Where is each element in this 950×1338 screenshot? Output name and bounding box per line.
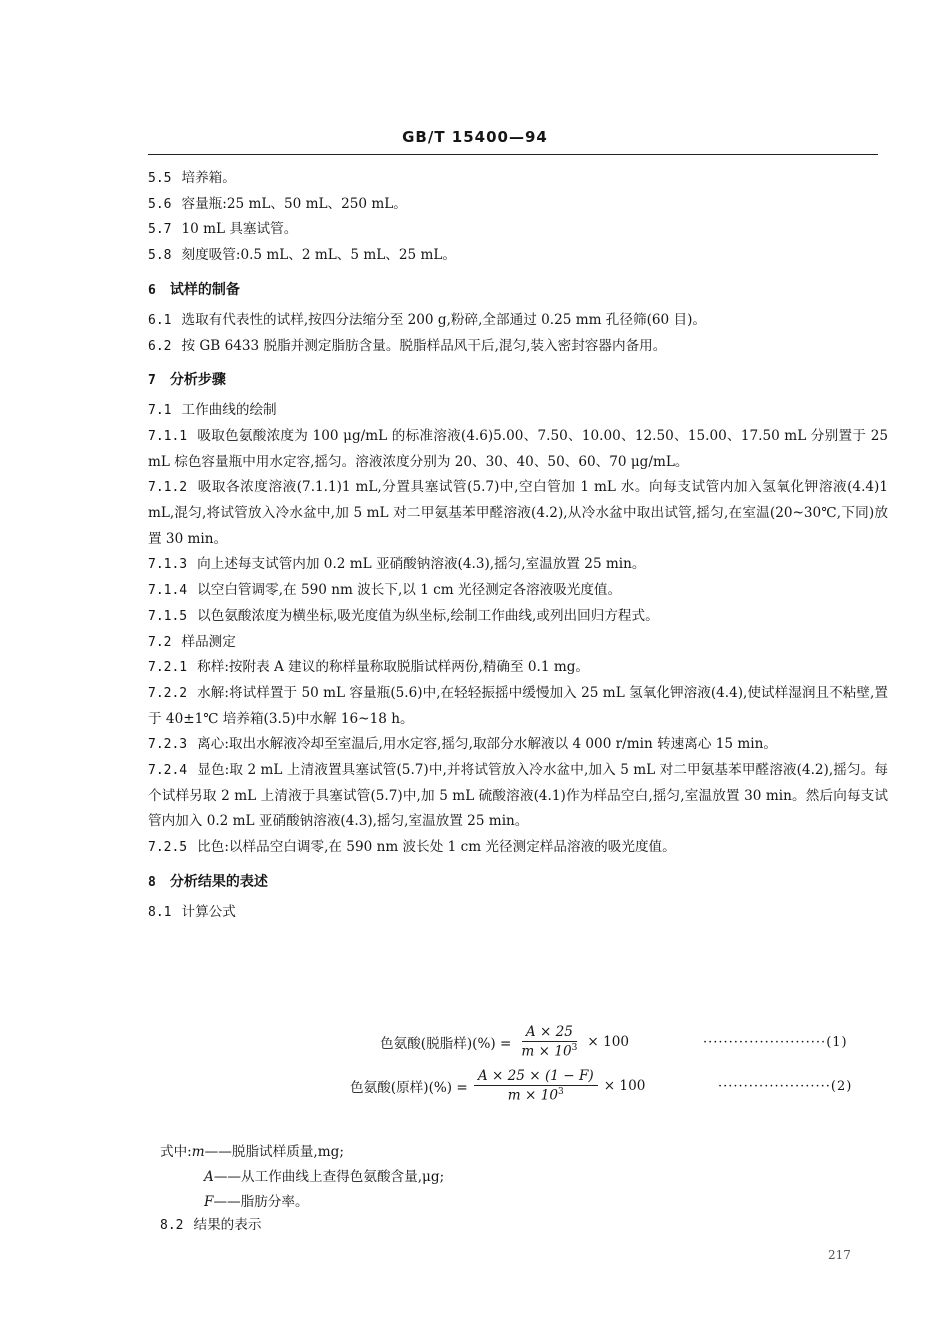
item-number: 7.2.3 xyxy=(148,737,188,753)
formula-1-leader: ························(1) xyxy=(703,1035,848,1050)
item-number: 7.1 xyxy=(148,403,172,419)
formula-tail: × 100 xyxy=(587,1033,630,1050)
paragraph xyxy=(148,681,888,732)
section-number: 7 xyxy=(148,373,156,389)
formula-denominator: $m \times 10^3$ xyxy=(521,1043,578,1060)
item-text: 计算公式 xyxy=(181,903,236,920)
variable-row xyxy=(160,1190,444,1215)
paragraph xyxy=(148,655,888,681)
formula-1 xyxy=(380,1024,629,1060)
item-text: 结果的表示 xyxy=(193,1217,262,1233)
formula-lhs: 色氨酸(脱脂样)(%) = xyxy=(380,1035,512,1052)
item-text: 吸取各浓度溶液(7.1.1)1 mL,分置具塞试管(5.7)中,空白管加 1 mL 水。向每支试管内加入氢氧化钾溶液(4.4)1 mL,混匀,将试管放入冷水盆中,加 5 mL 对二甲氨基苯甲醛溶液(4.2),从冷水盆中取出试管,摇匀,在室温(20~30℃,下同)放置 30 min。 xyxy=(148,479,888,547)
subsection-heading xyxy=(148,398,888,424)
paragraph xyxy=(148,835,888,861)
formula-2 xyxy=(350,1068,645,1104)
paragraph xyxy=(148,604,888,630)
item-text: 按 GB 6433 脱脂并测定脂肪含量。脱脂样品风干后,混匀,装入密封容器内备用。 xyxy=(181,337,667,354)
formula-fraction xyxy=(517,1024,581,1060)
item-number: 7.1.1 xyxy=(148,428,188,444)
subsection-heading xyxy=(160,1213,261,1239)
item-number: 5.6 xyxy=(148,196,172,212)
page-number: 217 xyxy=(828,1248,851,1262)
item-number: 7.1.3 xyxy=(148,557,188,573)
formula-numerator: A × 25 xyxy=(522,1024,577,1042)
formula-label: (1) xyxy=(826,1035,848,1050)
section-title: 分析步骤 xyxy=(169,372,226,389)
list-item xyxy=(148,217,888,243)
list-item xyxy=(148,308,888,334)
variable-desc: ——从工作曲线上查得色氨酸含量,μg; xyxy=(213,1169,445,1185)
formula-2-leader: ······················(2) xyxy=(718,1079,853,1094)
item-text: 向上述每支试管内加 0.2 mL 亚硝酸钠溶液(4.3),摇匀,室温放置 25 min。 xyxy=(197,556,646,573)
header-rule xyxy=(148,154,878,155)
list-item xyxy=(148,243,888,269)
formula-numerator: A × 25 × (1 − F) xyxy=(474,1068,598,1086)
variable-definitions xyxy=(160,1140,444,1215)
item-text: 吸取色氨酸浓度为 100 μg/mL 的标准溶液(4.6)5.00、7.50、10.00、12.50、15.00、17.50 mL 分别置于 25 mL 棕色容量瓶中用水定容,摇匀。溶液浓度分别为 20、30、40、50、60、70 μg/mL。 xyxy=(148,427,888,470)
section-title: 分析结果的表述 xyxy=(169,873,268,890)
item-number: 7.2.2 xyxy=(148,685,188,701)
formula-fraction xyxy=(474,1068,598,1104)
formula-lhs: 色氨酸(原样)(%) = xyxy=(350,1079,468,1096)
item-number: 5.5 xyxy=(148,171,172,186)
list-item xyxy=(148,166,888,192)
variable-symbol: F xyxy=(204,1194,214,1210)
variable-row xyxy=(160,1140,444,1165)
variable-row xyxy=(160,1165,444,1190)
item-number: 6.1 xyxy=(148,312,172,328)
paragraph xyxy=(148,552,888,578)
item-text: 比色:以样品空白调零,在 590 nm 波长处 1 cm 光径测定样品溶液的吸光度值。 xyxy=(197,839,676,856)
section-heading-6 xyxy=(148,277,888,304)
item-text: 工作曲线的绘制 xyxy=(181,402,277,419)
standard-number-header: GB/T 15400—94 xyxy=(402,128,548,146)
section-heading-8 xyxy=(148,869,888,896)
item-text: 10 mL 具塞试管。 xyxy=(181,221,298,238)
formula-tail: × 100 xyxy=(603,1077,646,1094)
item-number: 7.2 xyxy=(148,634,172,650)
item-number: 8.2 xyxy=(160,1218,184,1233)
item-number: 7.2.5 xyxy=(148,840,188,856)
variable-symbol: m xyxy=(191,1144,205,1160)
variable-desc: ——脂肪分率。 xyxy=(213,1194,309,1210)
item-text: 刻度吸管:0.5 mL、2 mL、5 mL、25 mL。 xyxy=(181,247,456,264)
paragraph xyxy=(148,475,888,552)
subsection-heading xyxy=(148,630,888,656)
paragraph xyxy=(148,578,888,604)
item-text: 选取有代表性的试样,按四分法缩分至 200 g,粉碎,全部通过 0.25 mm 孔径筛(60 目)。 xyxy=(181,311,707,328)
item-number: 7.2.4 xyxy=(148,763,188,779)
variable-desc: ——脱脂试样质量,mg; xyxy=(204,1144,344,1160)
item-number: 7.1.2 xyxy=(148,480,188,496)
section-number: 8 xyxy=(148,874,156,890)
section-title: 试样的制备 xyxy=(169,281,240,298)
list-item xyxy=(148,192,888,218)
subsection-heading xyxy=(148,900,888,926)
item-text: 以色氨酸浓度为横坐标,吸光度值为纵坐标,绘制工作曲线,或列出回归方程式。 xyxy=(197,607,659,624)
item-number: 6.2 xyxy=(148,338,172,354)
section-number: 6 xyxy=(148,282,156,298)
paragraph xyxy=(148,424,888,475)
item-number: 7.2.1 xyxy=(148,660,188,676)
item-number: 7.1.4 xyxy=(148,583,188,599)
formula-label: (2) xyxy=(830,1079,853,1094)
variable-symbol: A xyxy=(204,1169,214,1185)
item-number: 7.1.5 xyxy=(148,608,188,624)
item-text: 容量瓶:25 mL、50 mL、250 mL。 xyxy=(181,195,407,212)
item-number: 5.7 xyxy=(148,222,172,238)
document-body xyxy=(148,166,888,926)
item-text: 显色:取 2 mL 上清液置具塞试管(5.7)中,并将试管放入冷水盆中,加入 5 mL 对二甲氨基苯甲醛溶液(4.2),摇匀。每个试样另取 2 mL 上清液于具塞试管(5.7)中,加 5 mL 硫酸溶液(4.1)作为样品空白,摇匀,室温放置 30 min。然后向每支试管内加入 0.2 mL 亚硝酸钠溶液(4.3),摇匀,室温放置 25 min。 xyxy=(148,762,888,830)
paragraph xyxy=(148,732,888,758)
formula-denominator: $m \times 10^3$ xyxy=(507,1087,564,1104)
list-item xyxy=(148,334,888,360)
item-text: 称样:按附表 A 建议的称样量称取脱脂试样两份,精确至 0.1 mg。 xyxy=(197,659,590,676)
item-text: 样品测定 xyxy=(181,633,236,650)
item-text: 水解:将试样置于 50 mL 容量瓶(5.6)中,在轻轻振摇中缓慢加入 25 mL 氢氧化钾溶液(4.4),使试样湿润且不粘壁,置于 40±1℃ 培养箱(3.5)中水解 16~18 h。 xyxy=(148,684,888,727)
section-heading-7 xyxy=(148,367,888,394)
paragraph xyxy=(148,758,888,835)
item-text: 以空白管调零,在 590 nm 波长下,以 1 cm 光径测定各溶液吸光度值。 xyxy=(197,582,622,599)
item-text: 培养箱。 xyxy=(181,170,236,186)
item-text: 离心:取出水解液冷却至室温后,用水定容,摇匀,取部分水解液以 4 000 r/min 转速离心 15 min。 xyxy=(197,736,777,753)
where-prefix: 式中: xyxy=(160,1144,192,1160)
item-number: 5.8 xyxy=(148,248,172,264)
item-number: 8.1 xyxy=(148,904,172,920)
